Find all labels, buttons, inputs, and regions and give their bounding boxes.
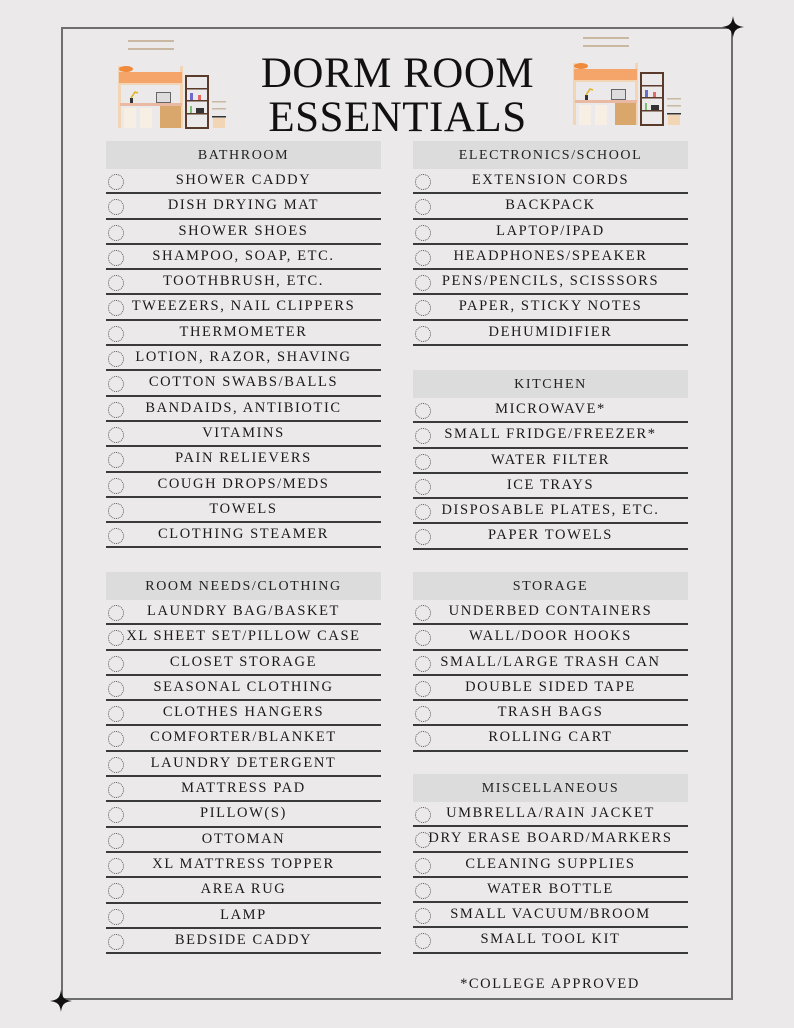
checklist-item-label: MATTRESS PAD	[181, 780, 306, 797]
checklist-item-label: CLOSET STORAGE	[169, 653, 318, 670]
checklist-item[interactable]	[106, 701, 381, 726]
checklist-item[interactable]	[413, 853, 688, 878]
section-kitchen	[413, 370, 688, 550]
checklist-item[interactable]	[106, 295, 381, 320]
checklist-item-label: DISH DRYING MAT	[167, 197, 320, 214]
checklist-item[interactable]	[413, 499, 688, 524]
checklist-item-label: AREA RUG	[200, 881, 287, 898]
checklist-item-label: HEADPHONES/SPEAKER	[453, 247, 648, 264]
checklist-item[interactable]	[413, 827, 688, 852]
checklist-item-label: PILLOW(S)	[200, 805, 287, 822]
checklist-item[interactable]	[413, 449, 688, 474]
checklist-item[interactable]	[413, 245, 688, 270]
checklist-item[interactable]	[106, 447, 381, 472]
checklist-item-label: TOWELS	[209, 500, 278, 517]
checklist-item[interactable]	[413, 321, 688, 346]
checklist-item-label: EXTENSION CORDS	[471, 172, 630, 188]
checklist-item[interactable]	[106, 371, 381, 396]
checklist-item-label: PAPER TOWELS	[488, 527, 613, 544]
checklist-item[interactable]	[413, 220, 688, 245]
checklist-item-label: UNDERBED CONTAINERS	[448, 603, 653, 619]
section-header: KITCHEN	[413, 370, 688, 398]
checklist-item-label: THERMOMETER	[179, 323, 308, 340]
section-electronics-school	[413, 141, 688, 346]
checklist-item-label: SHOWER CADDY	[175, 172, 312, 188]
checklist-item-label: COTTON SWABS/BALLS	[148, 374, 339, 391]
title-line-1: DORM ROOM	[260, 50, 535, 97]
checklist-item-label: DEHUMIDIFIER	[488, 323, 613, 340]
checklist-item-label: XL MATTRESS TOPPER	[152, 855, 335, 872]
checklist-item-label: SMALL/LARGE TRASH CAN	[440, 653, 661, 670]
checklist-item[interactable]	[413, 295, 688, 320]
checklist-item-label: WATER FILTER	[491, 451, 610, 468]
checklist-item-label: SMALL TOOL KIT	[480, 931, 621, 948]
checklist-item-label: MICROWAVE*	[495, 401, 606, 417]
checklist-item-label: LAMP	[220, 906, 267, 923]
section-bathroom	[106, 141, 381, 548]
checklist-item[interactable]	[106, 625, 381, 650]
checklist-item[interactable]	[413, 474, 688, 499]
checklist-item[interactable]	[413, 270, 688, 295]
checklist-item[interactable]	[413, 625, 688, 650]
section-header: BATHROOM	[106, 141, 381, 169]
checklist-item[interactable]	[413, 701, 688, 726]
checklist-item[interactable]	[413, 398, 688, 423]
checklist-item[interactable]	[106, 473, 381, 498]
checklist-item[interactable]	[106, 397, 381, 422]
checklist-item[interactable]	[106, 929, 381, 954]
dorm-room-illustration	[569, 33, 687, 131]
checklist-item-label: COUGH DROPS/MEDS	[157, 475, 330, 492]
checklist-item[interactable]	[413, 524, 688, 549]
checklist-item-label: CLOTHING STEAMER	[158, 526, 329, 543]
checklist-item[interactable]	[106, 220, 381, 245]
checklist-item-label: SMALL FRIDGE/FREEZER*	[444, 426, 657, 443]
checklist-item-label: DISPOSABLE PLATES, ETC.	[441, 502, 660, 519]
checklist-item-label: WALL/DOOR HOOKS	[469, 628, 632, 645]
checklist-item-label: XL SHEET SET/PILLOW CASE	[126, 628, 361, 645]
checklist-item-label: PAIN RELIEVERS	[175, 450, 312, 467]
section-miscellaneous	[413, 774, 688, 954]
checklist-item[interactable]	[413, 600, 688, 625]
dorm-room-illustration	[114, 36, 232, 134]
checklist-item-label: SEASONAL CLOTHING	[153, 678, 334, 695]
checklist-item[interactable]	[106, 245, 381, 270]
checklist-item-label: UMBRELLA/RAIN JACKET	[446, 805, 655, 821]
checklist-item-label: LAPTOP/IPAD	[496, 222, 605, 239]
checklist-item-label: BACKPACK	[505, 197, 596, 214]
checklist-item[interactable]	[106, 676, 381, 701]
checklist-item[interactable]	[413, 878, 688, 903]
checklist-item-label: VITAMINS	[202, 424, 285, 441]
sparkle-icon	[722, 16, 744, 38]
checklist-item[interactable]	[106, 498, 381, 523]
checklist-item[interactable]	[106, 194, 381, 219]
checklist-item[interactable]	[106, 726, 381, 751]
checklist-item[interactable]	[106, 422, 381, 447]
checklist-item[interactable]	[106, 802, 381, 827]
checklist-item-label: LOTION, RAZOR, SHAVING	[135, 349, 352, 366]
checklist-item[interactable]	[106, 600, 381, 625]
checklist-item[interactable]	[413, 651, 688, 676]
section-header: ELECTRONICS/SCHOOL	[413, 141, 688, 169]
section-header: MISCELLANEOUS	[413, 774, 688, 802]
checklist-item[interactable]	[106, 853, 381, 878]
checklist-item-label: DOUBLE SIDED TAPE	[465, 678, 636, 695]
checklist-item[interactable]	[413, 169, 688, 194]
footnote: *COLLEGE APPROVED	[460, 976, 640, 992]
page-title	[230, 52, 565, 140]
sparkle-icon	[50, 990, 72, 1012]
checklist-item-label: LAUNDRY DETERGENT	[150, 754, 337, 771]
section-header: STORAGE	[413, 572, 688, 600]
checklist-item-label: DRY ERASE BOARD/MARKERS	[428, 830, 673, 847]
checklist-item-label: TWEEZERS, NAIL CLIPPERS	[131, 298, 356, 315]
checklist-item-label: SMALL VACUUM/BROOM	[450, 906, 651, 923]
section-header: ROOM NEEDS/CLOTHING	[106, 572, 381, 600]
checklist-item[interactable]	[106, 878, 381, 903]
checklist-item[interactable]	[413, 903, 688, 928]
checklist-item-label: COMFORTER/BLANKET	[150, 729, 337, 746]
checklist-item[interactable]	[106, 270, 381, 295]
checklist-item-label: CLOTHES HANGERS	[162, 704, 325, 721]
checklist-item-label: ROLLING CART	[488, 729, 613, 746]
checklist-item[interactable]	[106, 346, 381, 371]
checklist-item[interactable]	[106, 904, 381, 929]
checklist-item[interactable]	[413, 676, 688, 701]
checklist-item[interactable]	[413, 423, 688, 448]
checklist-item-label: WATER BOTTLE	[487, 880, 614, 897]
checklist-item[interactable]	[106, 523, 381, 548]
checklist-item[interactable]	[106, 321, 381, 346]
section-storage	[413, 572, 688, 752]
checklist-item[interactable]	[413, 928, 688, 953]
checklist-item[interactable]	[106, 752, 381, 777]
checklist-item-label: ICE TRAYS	[506, 476, 595, 493]
checklist-item-label: LAUNDRY BAG/BASKET	[146, 603, 340, 619]
checklist-item-label: CLEANING SUPPLIES	[465, 855, 636, 872]
checklist-item[interactable]	[106, 651, 381, 676]
checklist-item[interactable]	[106, 828, 381, 853]
checklist-item-label: TOOTHBRUSH, ETC.	[162, 273, 325, 290]
checklist-item-label: OTTOMAN	[201, 830, 286, 847]
checklist-item-label: BANDAIDS, ANTIBIOTIC	[145, 399, 342, 416]
checklist-item[interactable]	[106, 169, 381, 194]
checklist-item-label: SHAMPOO, SOAP, ETC.	[152, 247, 335, 264]
checklist-item[interactable]	[413, 194, 688, 219]
checklist-item[interactable]	[106, 777, 381, 802]
checklist-item[interactable]	[413, 726, 688, 751]
section-room-needs-clothing	[106, 572, 381, 954]
checklist-item-label: BEDSIDE CADDY	[174, 931, 313, 948]
checklist-item-label: PENS/PENCILS, SCISSSORS	[441, 273, 660, 290]
checklist-item-label: PAPER, STICKY NOTES	[458, 298, 643, 315]
checklist-item-label: SHOWER SHOES	[178, 222, 309, 239]
checklist-item[interactable]	[413, 802, 688, 827]
checklist-item-label: TRASH BAGS	[497, 704, 604, 721]
title-line-2: ESSENTIALS	[268, 94, 527, 141]
